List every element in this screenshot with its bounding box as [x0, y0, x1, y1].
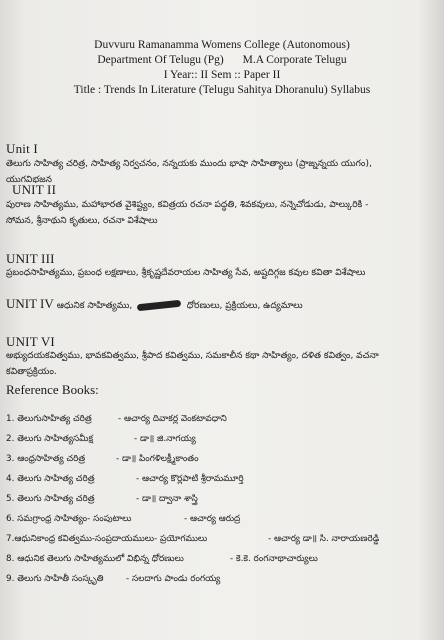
college-name: Duvvuru Ramanamma Womens College (Autonomous)	[94, 39, 350, 51]
unit-2-content	[6, 197, 440, 229]
reference-book: 9. తెలుగు సాహితీ సంస్కృతి	[6, 574, 104, 584]
unit-6-content	[6, 348, 440, 380]
reference-author: - ఆచార్య ఆరుద్ర	[184, 514, 241, 524]
reference-item	[6, 434, 436, 454]
reference-item	[6, 514, 436, 534]
unit-4-heading: UNIT IV	[6, 296, 54, 311]
reference-item	[6, 414, 436, 434]
reference-author: - కె.కె. రంగనాథాచార్యులు	[230, 554, 318, 564]
reference-item	[6, 454, 436, 474]
unit-6-line: కవితాప్రక్రియం.	[6, 367, 57, 377]
reference-author: - ఆచార్య డా॥ సి. నారాయణరెడ్డి	[268, 534, 380, 544]
reference-book: 2. తెలుగు సాహిత్యసమీక్ష	[6, 434, 94, 444]
reference-author: - డా॥ జి.నాగయ్య	[134, 434, 196, 444]
unit-3-heading: UNIT III	[6, 251, 55, 266]
reference-item	[6, 554, 436, 574]
unit-6-line: అభ్యుదయకవిత్వము, భావకవిత్వము, శ్రీపాద కవిత్వము, సమకాలీన కథా సాహిత్యం, దళిత కవిత్వం, వచనా	[6, 351, 379, 361]
reference-item	[6, 474, 436, 494]
document-title: Title : Trends In Literature (Telugu Sahitya Dhoranulu) Syllabus	[73, 84, 371, 96]
reference-item	[6, 534, 436, 554]
reference-book: 4. తెలుగు సాహిత్య చరిత్ర	[6, 474, 95, 484]
struck-out-scribble	[137, 299, 181, 311]
unit-1-line: తెలుగు సాహిత్య చరిత్ర, సాహిత్య నిర్వచనం, నన్నయకు ముందు భాషా సాహిత్యాలు (ప్రాఙ్నన్నయ యుగం),	[6, 159, 372, 169]
unit-2-line: పురాణ సాహిత్యము, మహాభారత వైశిష్ట్యం, కవిత్రయ రచనా పద్ధతి, శివకవులు, నన్నెచోడుడు, పాల్కురికి -	[6, 200, 369, 210]
program-name: M.A Corporate Telugu	[242, 54, 347, 66]
department-line	[0, 53, 444, 68]
unit-2-heading: UNIT II	[12, 182, 57, 197]
reference-book: 5. తెలుగు సాహిత్య చరిత్ర	[6, 494, 95, 504]
references-heading: Reference Books:	[6, 382, 99, 397]
reference-author: - సలదాగు పాండు రంగయ్య	[126, 574, 221, 584]
reference-author: - డా॥ పింగళిలక్ష్మీకాంతం	[116, 454, 199, 464]
unit-3-line: ప్రబంధసాహిత్యము, ప్రబంధ లక్షణాలు, శ్రీకృష్ణదేవరాయల సాహిత్య సేవ, అష్టదిగ్గజ కవుల కవితా విశేషాలు	[6, 268, 366, 278]
unit-4-content-start: ఆధునిక సాహిత్యము,	[56, 301, 133, 311]
unit-6-heading: UNIT VI	[6, 334, 55, 349]
reference-book: 7.ఆధునికాంధ్ర కవిత్వము-సంప్రదాయములు- ప్రయోగములు	[6, 534, 208, 544]
reference-book: 3. ఆంధ్రసాహిత్య చరిత్ర	[6, 454, 86, 464]
unit-4-row	[6, 296, 303, 313]
reference-book: 6. సమగ్రాంధ్ర సాహిత్యం- సంపుటాలు	[6, 514, 132, 524]
reference-author: - ఆచార్య కొర్లపాటి శ్రీరామమూర్తి	[136, 474, 244, 484]
unit-2-line: సోమన, శ్రీనాథుని కృతులు, రచనా విశేషాలు	[6, 216, 158, 226]
unit-1-content	[6, 156, 440, 188]
reference-book: 1. తెలుగుసాహిత్య చరిత్ర	[6, 414, 92, 424]
reference-book: 8. ఆధునిక తెలుగు సాహిత్యములో విభిన్న ధోరణులు	[6, 554, 184, 564]
reference-author: - డా॥ ద్వానా శాస్త్రి	[136, 494, 198, 504]
semester-line: I Year:: II Sem :: Paper II	[163, 69, 281, 81]
unit-3-content	[6, 265, 440, 281]
document-header	[0, 38, 444, 98]
reference-item	[6, 574, 436, 594]
reference-list	[6, 414, 436, 594]
unit-1-line: యుగవిభజన	[6, 175, 52, 185]
unit-1-heading: Unit I	[6, 141, 38, 156]
reference-item	[6, 494, 436, 514]
unit-4-content-end: ధోరణులు, ప్రక్రియలు, ఉద్యమాలు	[186, 301, 303, 311]
reference-author: - ఆచార్య దివాకర్ల వెంకటావధాని	[118, 414, 227, 424]
department-name: Department Of Telugu (Pg)	[97, 54, 224, 66]
